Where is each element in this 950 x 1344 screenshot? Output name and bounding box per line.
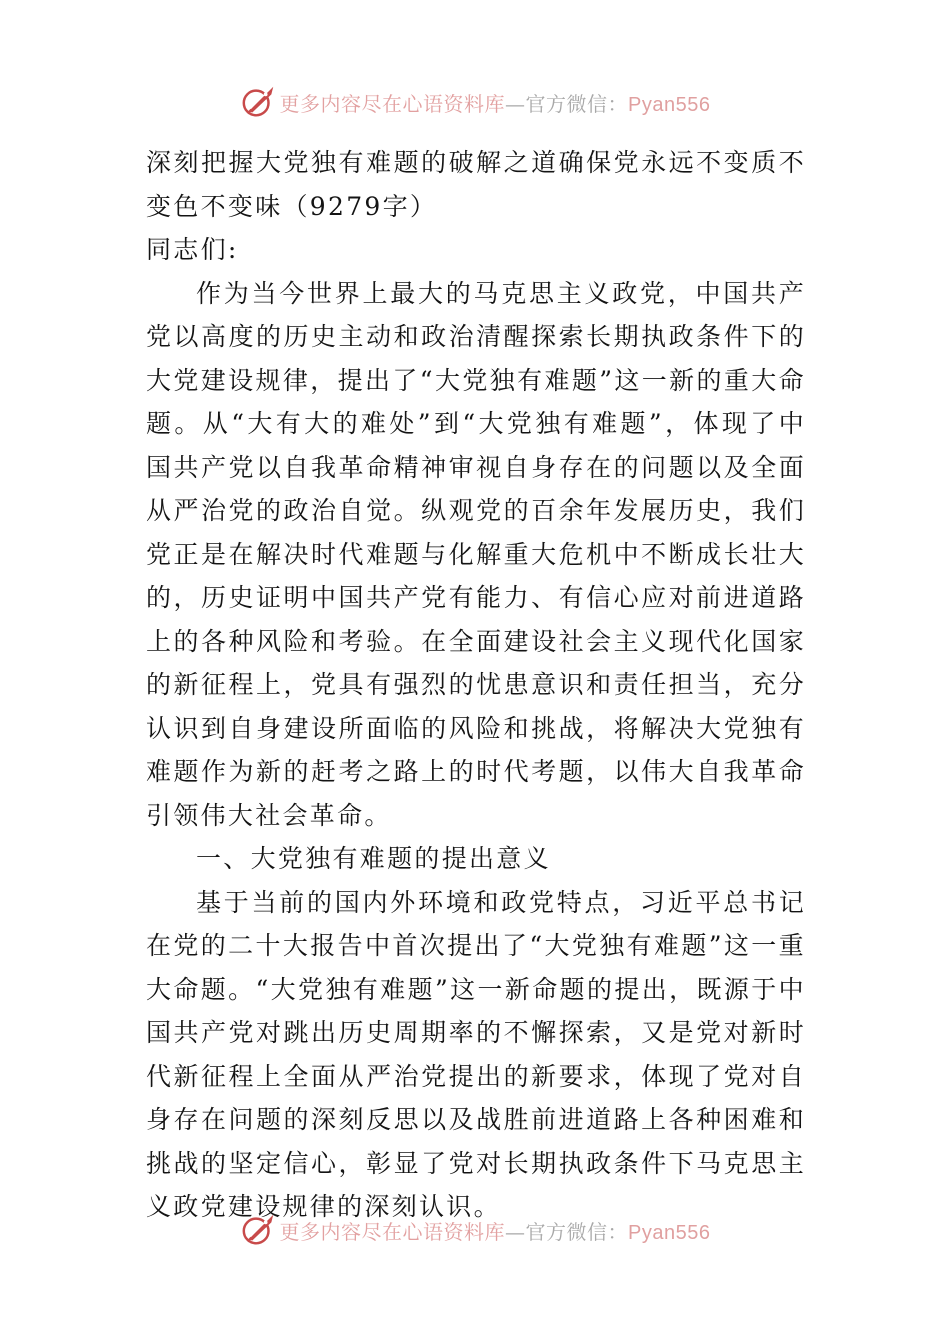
paragraph-intro: 作为当今世界上最大的马克思主义政党，中国共产党以高度的历史主动和政治清醒探索长期执政条件下的大党建设规律，提出了“大党独有难题”这一新的重大命题。从“大有大的难处”到“大党独有难题”，体现了中国共产党以自我革命精神审视自身存在的问题以及全面从严治党的政治自觉。纵观党的百余年发展历史，我们党正是在解决时代难题与化解重大危机中不断成长壮大的，历史证明中国共产党有能力、有信心应对前进道路上的各种风险和考验。在全面建设社会主义现代化国家的新征程上，党具有强烈的忧患意识和责任担当，充分认识到自身建设所面临的风险和挑战，将解决大党独有难题作为新的赶考之路上的时代考题，以伟大自我革命引领伟大社会革命。 — [146, 278, 806, 830]
pen-circle-logo-icon — [240, 83, 278, 121]
header-banner — [0, 82, 950, 122]
banner-text: 更多内容尽在心语资料库—官方微信：Pyan556 — [279, 1219, 711, 1244]
document-body — [146, 141, 806, 1229]
document-title: 深刻把握大党独有难题的破解之道确保党永远不变质不变色不变味（9279字） — [146, 148, 806, 221]
paragraph-section-one: 基于当前的国内外环境和政党特点，习近平总书记在党的二十大报告中首次提出了“大党独有难题”这一重大命题。“大党独有难题”这一新命题的提出，既源于中国共产党对跳出历史周期率的不懈探索，又是党对新时代新征程上全面从严治党提出的新要求，体现了党对自身存在问题的深刻反思以及战胜前进道路上各种困难和挑战的坚定信心，彰显了党对长期执政条件下马克思主义政党建设规律的深刻认识。 — [146, 887, 806, 1221]
banner-text: 更多内容尽在心语资料库—官方微信：Pyan556 — [279, 91, 711, 116]
pen-circle-logo-icon — [240, 1211, 278, 1249]
section-heading: 一、大党独有难题的提出意义 — [196, 844, 551, 873]
salutation: 同志们: — [146, 235, 239, 264]
footer-banner — [0, 1210, 950, 1250]
